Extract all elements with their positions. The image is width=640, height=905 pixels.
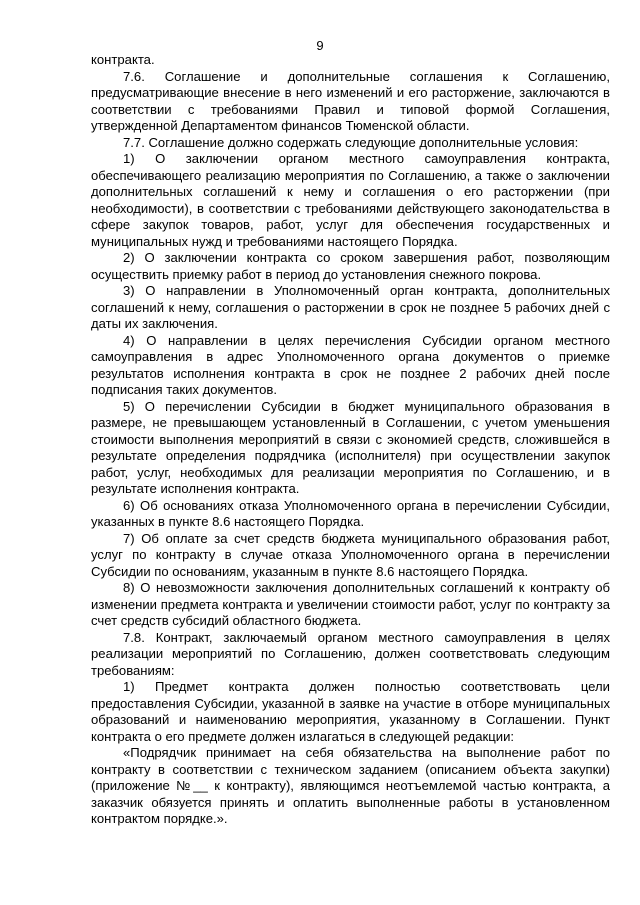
- paragraph-continuation: контракта.: [91, 52, 155, 67]
- paragraph-7-7-item-1: 1) О заключении органом местного самоуправления контракта, обеспечивающего реализацию мероприятия по Соглашению, а также о заключении дополнительных соглашений к нему и соглашения о его расторжении (при необходимости), в соответствии с требованиями действующего законодательства в сфере закупок товаров, работ, услуг для обеспечения государственных и муниципальных нужд и требованиями настоящего Порядка.: [91, 151, 610, 249]
- paragraph-7-8: 7.8. Контракт, заключаемый органом местного самоуправления в целях реализации мероприятий по Соглашению, должен соответствовать следующим требованиям:: [91, 629, 610, 678]
- paragraph-7-7-item-5: 5) О перечислении Субсидии в бюджет муниципального образования в размере, не превышающем установленный в Соглашении, с учетом уменьшения стоимости выполнения мероприятий в связи с экономией средств, сложившейся в результате определения подрядчика (исполнителя) при осуществлении закупок работ, услуг, необходимых для реализации мероприятия по Соглашению, и в результате исполнения контракта.: [91, 398, 610, 496]
- paragraph-7-7-item-7: 7) Об оплате за счет средств бюджета муниципального образования работ, услуг по контракту в случае отказа Уполномоченного органа в перечислении Субсидии по основаниям, указанным в пункте 8.6 настоящего Порядка.: [91, 530, 610, 579]
- paragraph-7-7-item-2: 2) О заключении контракта со сроком завершения работ, позволяющим осуществить приемку работ в период до установления снежного покрова.: [91, 250, 610, 282]
- page-number: 9: [316, 38, 324, 53]
- paragraph-7-7-item-8: 8) О невозможности заключения дополнительных соглашений к контракту об изменении предмета контракта и увеличении стоимости работ, услуг по контракту за счет средств субсидий областного бюджета.: [91, 580, 610, 628]
- document-body: [91, 52, 610, 828]
- paragraph-7-6: 7.6. Соглашение и дополнительные соглашения к Соглашению, предусматривающие внесение в него изменений и его расторжение, заключаются в соответствии с требованиями Правил и типовой формой Соглашения, утвержденной Департаментом финансов Тюменской области.: [91, 68, 610, 133]
- paragraph-contract-quote: «Подрядчик принимает на себя обязательства на выполнение работ по контракту в соответствии с техническом заданием (описанием объекта закупки) (приложение №__ к контракту), являющимся неотъемлемой частью контракта, а заказчик обязуется принять и оплатить выполненные работы в установленном контрактом порядке.».: [91, 745, 610, 826]
- paragraph-7-7: 7.7. Соглашение должно содержать следующие дополнительные условия:: [123, 134, 579, 150]
- paragraph-7-7-item-6: 6) Об основаниях отказа Уполномоченного органа в перечислении Субсидии, указанных в пункте 8.6 настоящего Порядка.: [91, 497, 610, 529]
- paragraph-7-7-item-4: 4) О направлении в целях перечисления Субсидии органом местного самоуправления в адрес Уполномоченного органа документов о приемке результатов исполнения контракта в срок не позднее 2 рабочих дней после подписания таких документов.: [91, 332, 610, 397]
- paragraph-7-8-item-1: 1) Предмет контракта должен полностью соответствовать цели предоставления Субсидии, указанной в заявке на участие в отборе муниципальных образований и наименованию мероприятия, указанному в Соглашении. Пункт контракта о его предмете должен излагаться в следующей редакции:: [91, 679, 610, 744]
- paragraph-7-7-item-3: 3) О направлении в Уполномоченный орган контракта, дополнительных соглашений к нему, соглашения о расторжении в срок не позднее 5 рабочих дней с даты их заключения.: [91, 283, 610, 331]
